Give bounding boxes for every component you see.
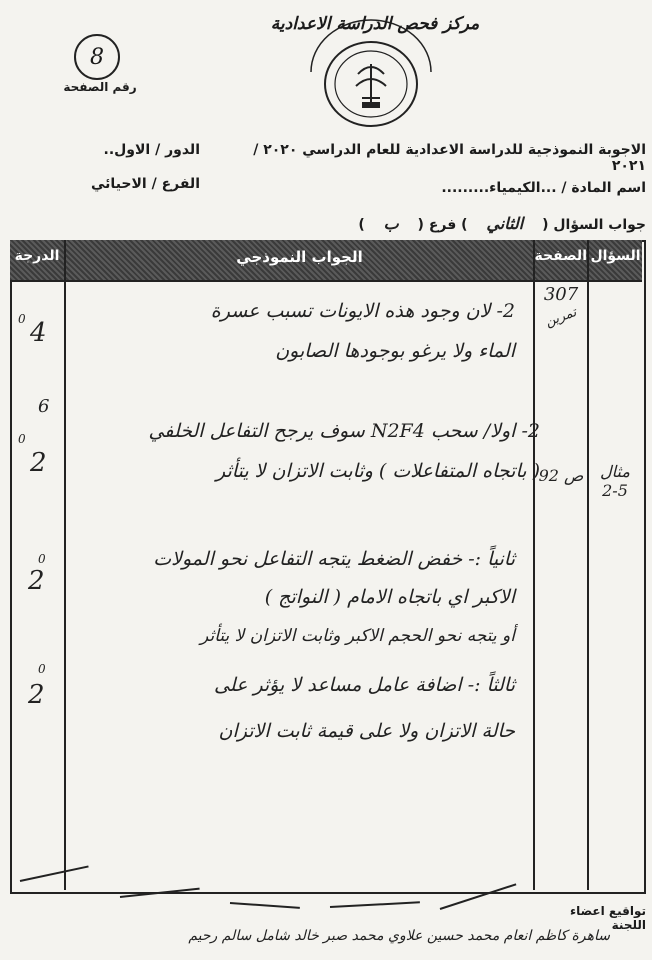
row4-line1: ثالثاً :- اضافة عامل مساعد لا يؤثر على <box>213 674 515 696</box>
branch-value: ب <box>383 214 399 233</box>
round-label: الدور / الاول.. <box>103 142 200 158</box>
row1-answer <box>70 300 515 380</box>
committee-names: ساهرة كاظم انعام محمد حسين علاوي محمد صبر خالد شامل سالم رحيم <box>188 928 610 944</box>
col-divider-marks <box>64 240 66 890</box>
page-number-badge <box>74 34 120 80</box>
row1-page-note: تمرين <box>543 305 579 330</box>
row1-line1: 2- لان وجود هذه الايونات تسبب عسرة <box>210 300 515 322</box>
col-divider-page <box>587 240 589 890</box>
row3-line1: ثانياً :- خفض الضغط يتجه التفاعل نحو المولات <box>153 548 515 570</box>
row1-mark-zero: 0 <box>18 312 26 326</box>
row2-page: ص 92 <box>538 466 584 485</box>
row2-line2: ( باتجاه المتفاعلات ) وثابت الاتزان لا يتأثر <box>216 460 540 482</box>
row2-mark-total: 6 <box>38 396 50 417</box>
question-value: الثاني <box>486 214 524 233</box>
row1-page: 307 <box>543 284 579 305</box>
row2-question: مثال 5-2 <box>600 462 630 500</box>
row2-answer <box>70 420 540 500</box>
branch-part: ) فرع ( <box>417 217 468 233</box>
exam-title: الاجوبة النموذجية للدراسة الاعدادية للعام الدراسي ٢٠٢٠ / ٢٠٢١ <box>253 142 646 174</box>
col-header-page: الصفحة <box>534 248 587 264</box>
row3-answer <box>70 548 515 668</box>
page-number-value: 8 <box>90 44 104 70</box>
row3-line2: الاكبر اي باتجاه الامام ( النواتج ) <box>264 586 515 608</box>
row1-mark: 4 <box>30 318 47 348</box>
row4-mark-zero: 0 <box>38 662 46 676</box>
row4-mark: 2 <box>28 680 45 710</box>
question-header <box>220 214 646 233</box>
row3-line3: أو يتجه نحو الحجم الاكبر وثابت الاتزان لا يتأثر <box>200 626 515 646</box>
row3-mark: 2 <box>28 566 45 596</box>
row3-mark-zero: 0 <box>38 552 46 566</box>
close-paren: ) <box>358 217 365 233</box>
row4-line2: حالة الاتزان ولا على قيمة ثابت الاتزان <box>218 720 515 742</box>
row2-mark-zero: 0 <box>18 432 26 446</box>
answer-label: جواب السؤال ( <box>542 217 646 233</box>
col-divider-answer <box>533 240 535 890</box>
signature-4 <box>330 901 420 908</box>
row1-line2: الماء ولا يرغو بوجودها الصابون <box>275 340 515 362</box>
signature-3 <box>230 902 300 909</box>
row2-line1: 2- اولا/ سحب N2F4 سوف يرجح التفاعل الخلفي <box>148 420 540 442</box>
branch-label: الفرع / الاحيائي <box>91 176 200 192</box>
subject-label: اسم المادة / ...الكيمياء......... <box>441 180 646 196</box>
committee-label: تواقيع اعضاء اللجنة <box>536 904 646 932</box>
center-title: مركز فحص الدراسة الاعدادية <box>270 14 480 34</box>
col-header-question: السؤال <box>590 248 641 264</box>
col-header-answer: الجواب النموذجي <box>236 248 363 266</box>
row4-answer <box>70 674 515 754</box>
col-header-marks: الدرجة <box>14 248 60 264</box>
page-number-label: رقم الصفحة <box>63 80 137 94</box>
row2-mark: 2 <box>30 448 47 478</box>
